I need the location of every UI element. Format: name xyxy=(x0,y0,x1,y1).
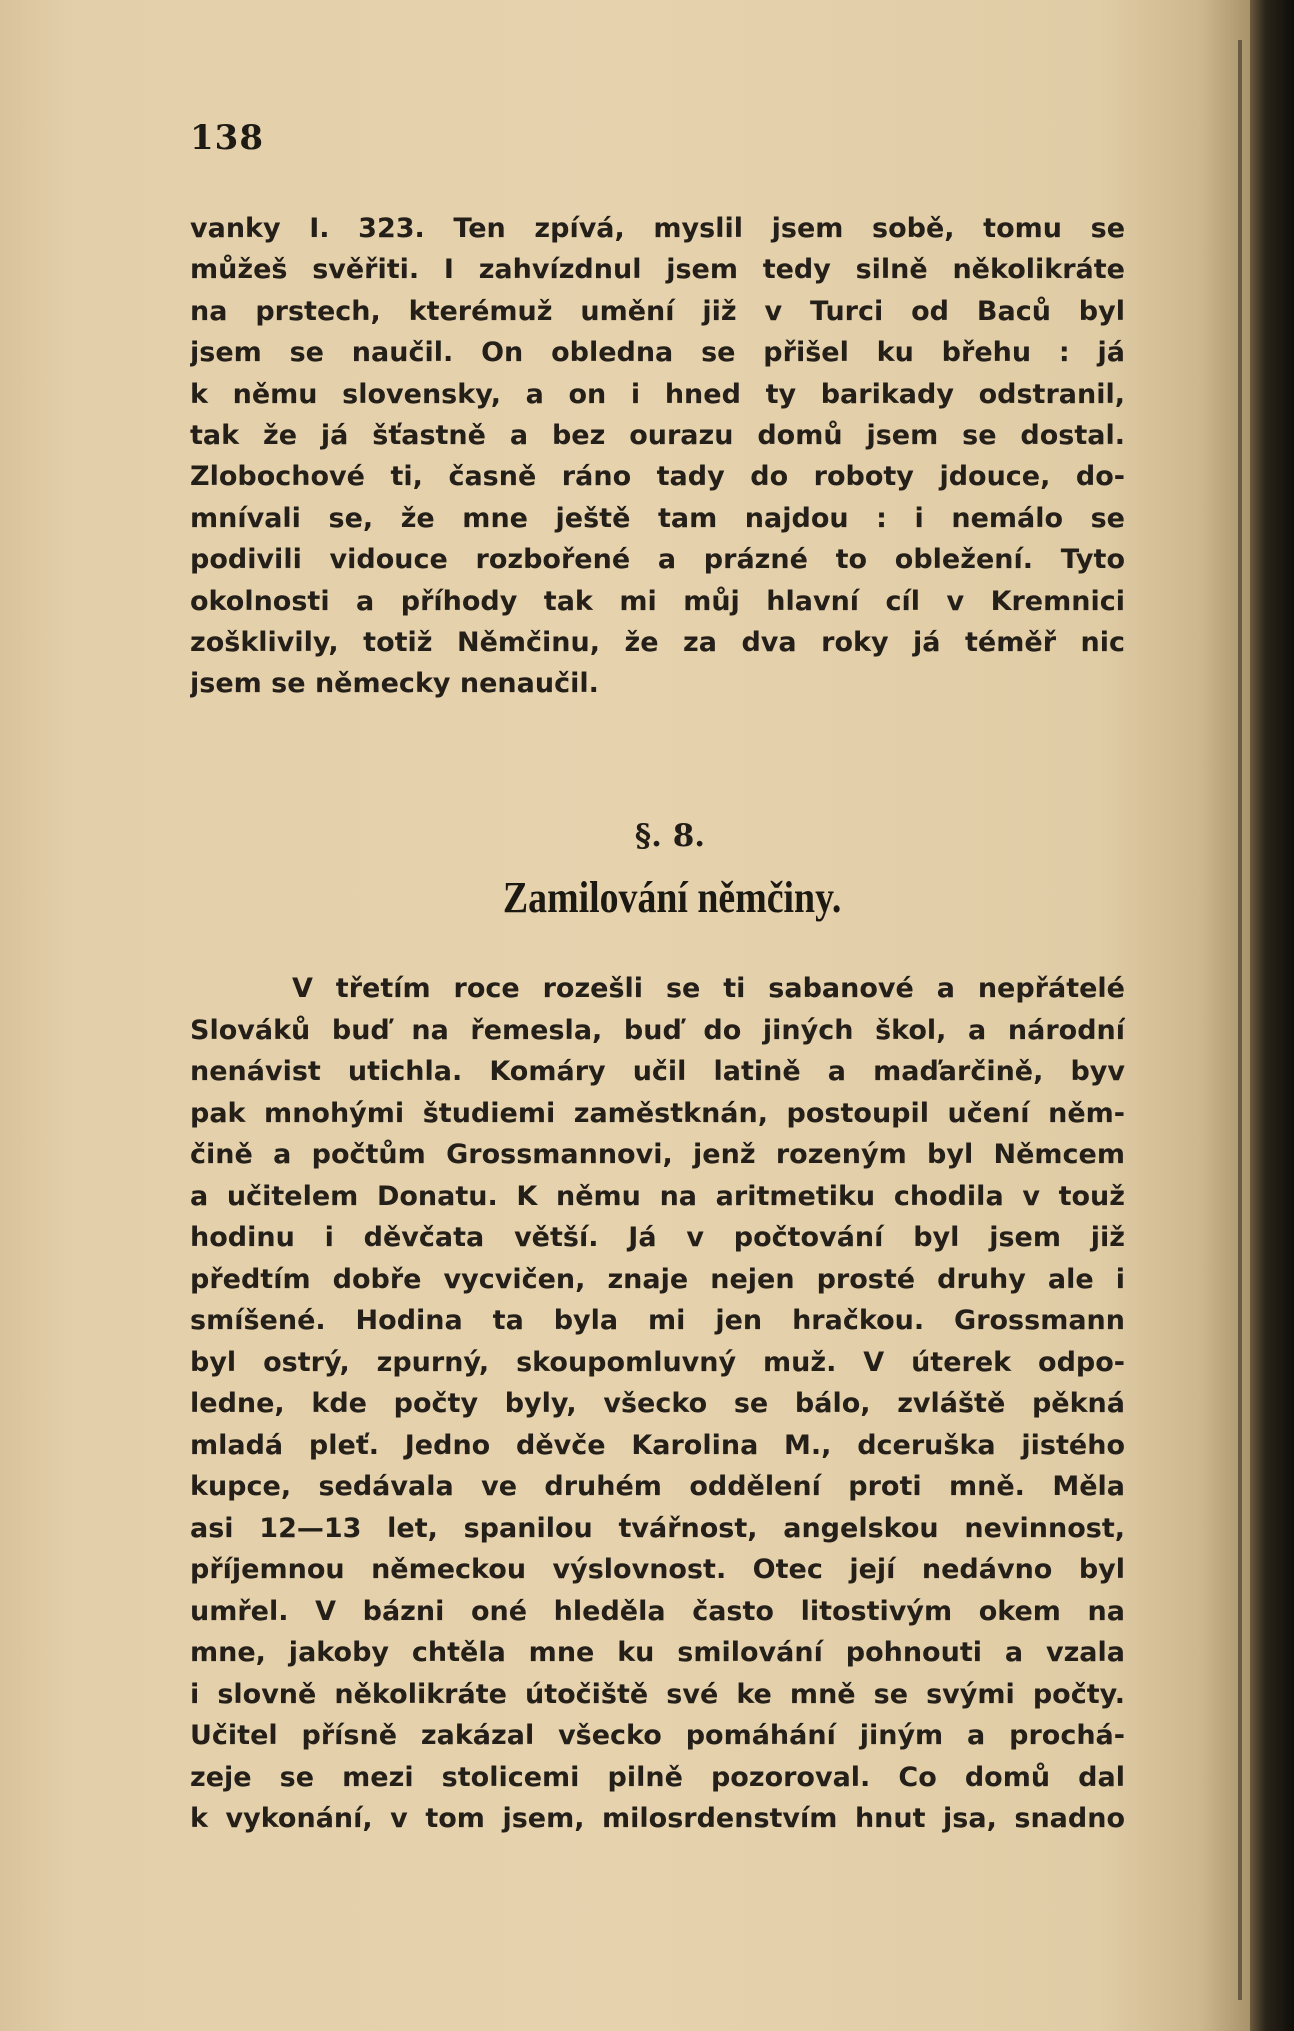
text-line: Učitel přísně zakázal všecko pomáhání jiným a prochá- xyxy=(190,1720,1125,1751)
text-line: ledne, kde počty byly, všecko se bálo, zvláště pěkná xyxy=(190,1388,1125,1419)
text-line: i slovně několikráte útočiště své ke mně se svými počty. xyxy=(190,1678,1125,1710)
text-line: nenávist utichla. Komáry učil latině a maďarčině, byv xyxy=(190,1056,1125,1087)
text-line: zošklivily, totiž Němčinu, že za dva roky já téměř nic xyxy=(190,626,1125,658)
text-line: okolnosti a příhody tak mi můj hlavní cíl v Kremnici xyxy=(190,585,1125,617)
paragraph-1 xyxy=(190,208,1125,705)
text-line: pak mnohými študiemi zaměstknán, postoupil učení něm- xyxy=(190,1097,1125,1129)
text-line: a učitelem Donatu. K němu na aritmetiku chodila v touž xyxy=(190,1180,1125,1212)
text-line: asi 12—13 let, spanilou tvářnost, angelskou nevinnost, xyxy=(190,1512,1125,1544)
text-line: mladá pleť. Jedno děvče Karolina M., dceruška jistého xyxy=(190,1429,1125,1461)
text-line: jsem se německy nenaučil. xyxy=(190,668,599,700)
text-line: vanky I. 323. Ten zpívá, myslil jsem sobě, tomu se xyxy=(190,213,1125,244)
text-line: Slováků buď na řemesla, buď do jiných škol, a národní xyxy=(190,1014,1125,1046)
text-line: hodinu i děvčata větší. Já v počtování byl jsem již xyxy=(190,1222,1125,1253)
section-title: Zamilování němčiny. xyxy=(502,873,842,922)
text-line: k němu slovensky, a on i hned ty barikady odstranil, xyxy=(190,378,1125,410)
text-line: byl ostrý, zpurný, skoupomluvný muž. V úterek odpo- xyxy=(190,1346,1125,1378)
page-edge-shadow xyxy=(1238,40,1242,2000)
text-line: příjemnou německou výslovnost. Otec její nedávno byl xyxy=(190,1554,1125,1585)
text-line: umřel. V bázni oné hleděla často litostivým okem na xyxy=(190,1595,1125,1627)
text-line: mnívali se, že mne ještě tam najdou : i nemálo se xyxy=(190,502,1125,534)
text-line: zeje se mezi stolicemi pilně pozoroval. Co domů dal xyxy=(190,1761,1125,1793)
book-gutter xyxy=(1250,0,1294,2031)
text-line: můžeš svěřiti. I zahvízdnul jsem tedy silně několikráte xyxy=(190,254,1125,286)
text-line: k vykonání, v tom jsem, milosrdenstvím hnut jsa, snadno xyxy=(190,1803,1125,1834)
text-line: předtím dobře vycvičen, znaje nejen prosté druhy ale i xyxy=(190,1263,1125,1295)
section-number: §. 8. xyxy=(634,818,706,854)
paragraph-2 xyxy=(190,968,1125,1840)
text-line: čině a počtům Grossmannovi, jenž rozeným byl Němcem xyxy=(190,1139,1125,1170)
text-line: jsem se naučil. On obledna se přišel ku břehu : já xyxy=(190,337,1125,369)
text-line: kupce, sedávala ve druhém oddělení proti mně. Měla xyxy=(190,1471,1125,1502)
text-line: podivili vidouce rozbořené a prázné to obležení. Tyto xyxy=(190,544,1125,576)
text-line: tak že já šťastně a bez ourazu domů jsem se dostal. xyxy=(190,419,1125,451)
page-number: 138 xyxy=(190,118,264,158)
text-line: Zlobochové ti, časně ráno tady do roboty jdouce, do- xyxy=(190,461,1125,493)
text-line: V třetím roce rozešli se ti sabanové a nepřátelé xyxy=(292,973,1125,1004)
text-line: na prstech, kterémuž umění již v Turci od Baců byl xyxy=(190,295,1125,327)
text-line: mne, jakoby chtěla mne ku smilování pohnouti a vzala xyxy=(190,1637,1125,1668)
text-line: smíšené. Hodina ta byla mi jen hračkou. Grossmann xyxy=(190,1305,1125,1336)
